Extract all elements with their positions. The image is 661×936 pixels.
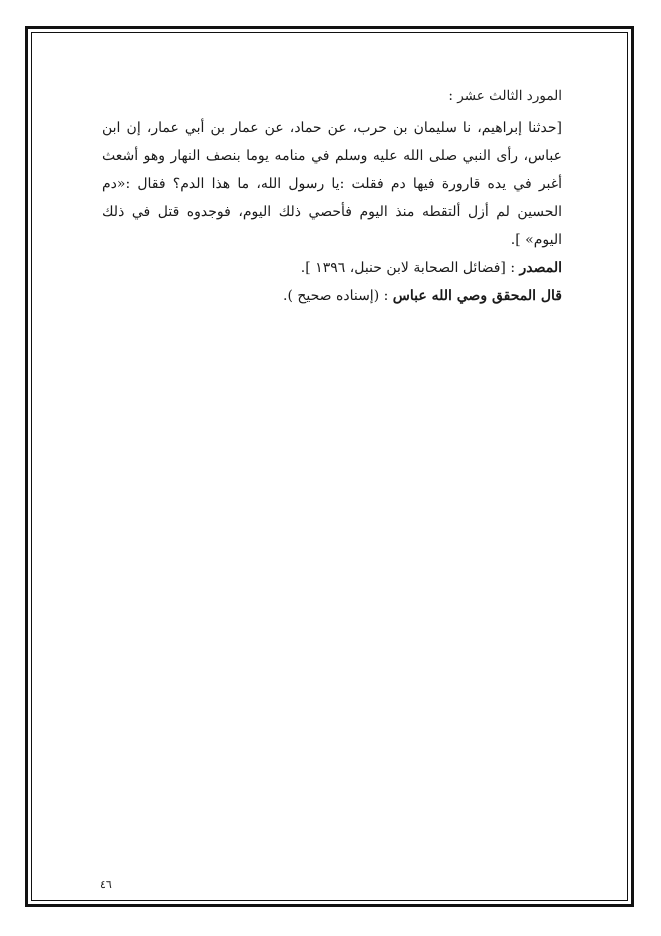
page-number: ٤٦: [100, 878, 112, 891]
page-content: [102, 86, 562, 310]
source-value: : [فضائل الصحابة لابن حنبل، ١٣٩٦ ].: [300, 260, 516, 276]
source-label: المصدر: [519, 260, 562, 276]
source-line: [102, 254, 562, 282]
verifier-label: قال المحقق وصي الله عباس: [392, 288, 562, 304]
narration-text: [حدثنا إبراهيم، نا سليمان بن حرب، عن حماد، عن عمار بن أبي عمار، إن ابن عباس، رأى النبي صلى الله عليه وسلم في منامه يوما بنصف النهار وهو أشعث أغبر في يده قارورة فيها دم فقلت :يا رسول الله، ما هذا الدم؟ فقال :«دم الحسين لم أزل ألتقطه منذ اليوم فأحصي ذلك اليوم، فوجدوه قتل في ذلك اليوم» ].: [102, 120, 562, 248]
verifier-line: [102, 282, 562, 310]
verifier-value: : (إسناده صحيح ).: [283, 288, 389, 304]
section-heading: المورد الثالث عشر :: [448, 88, 562, 104]
